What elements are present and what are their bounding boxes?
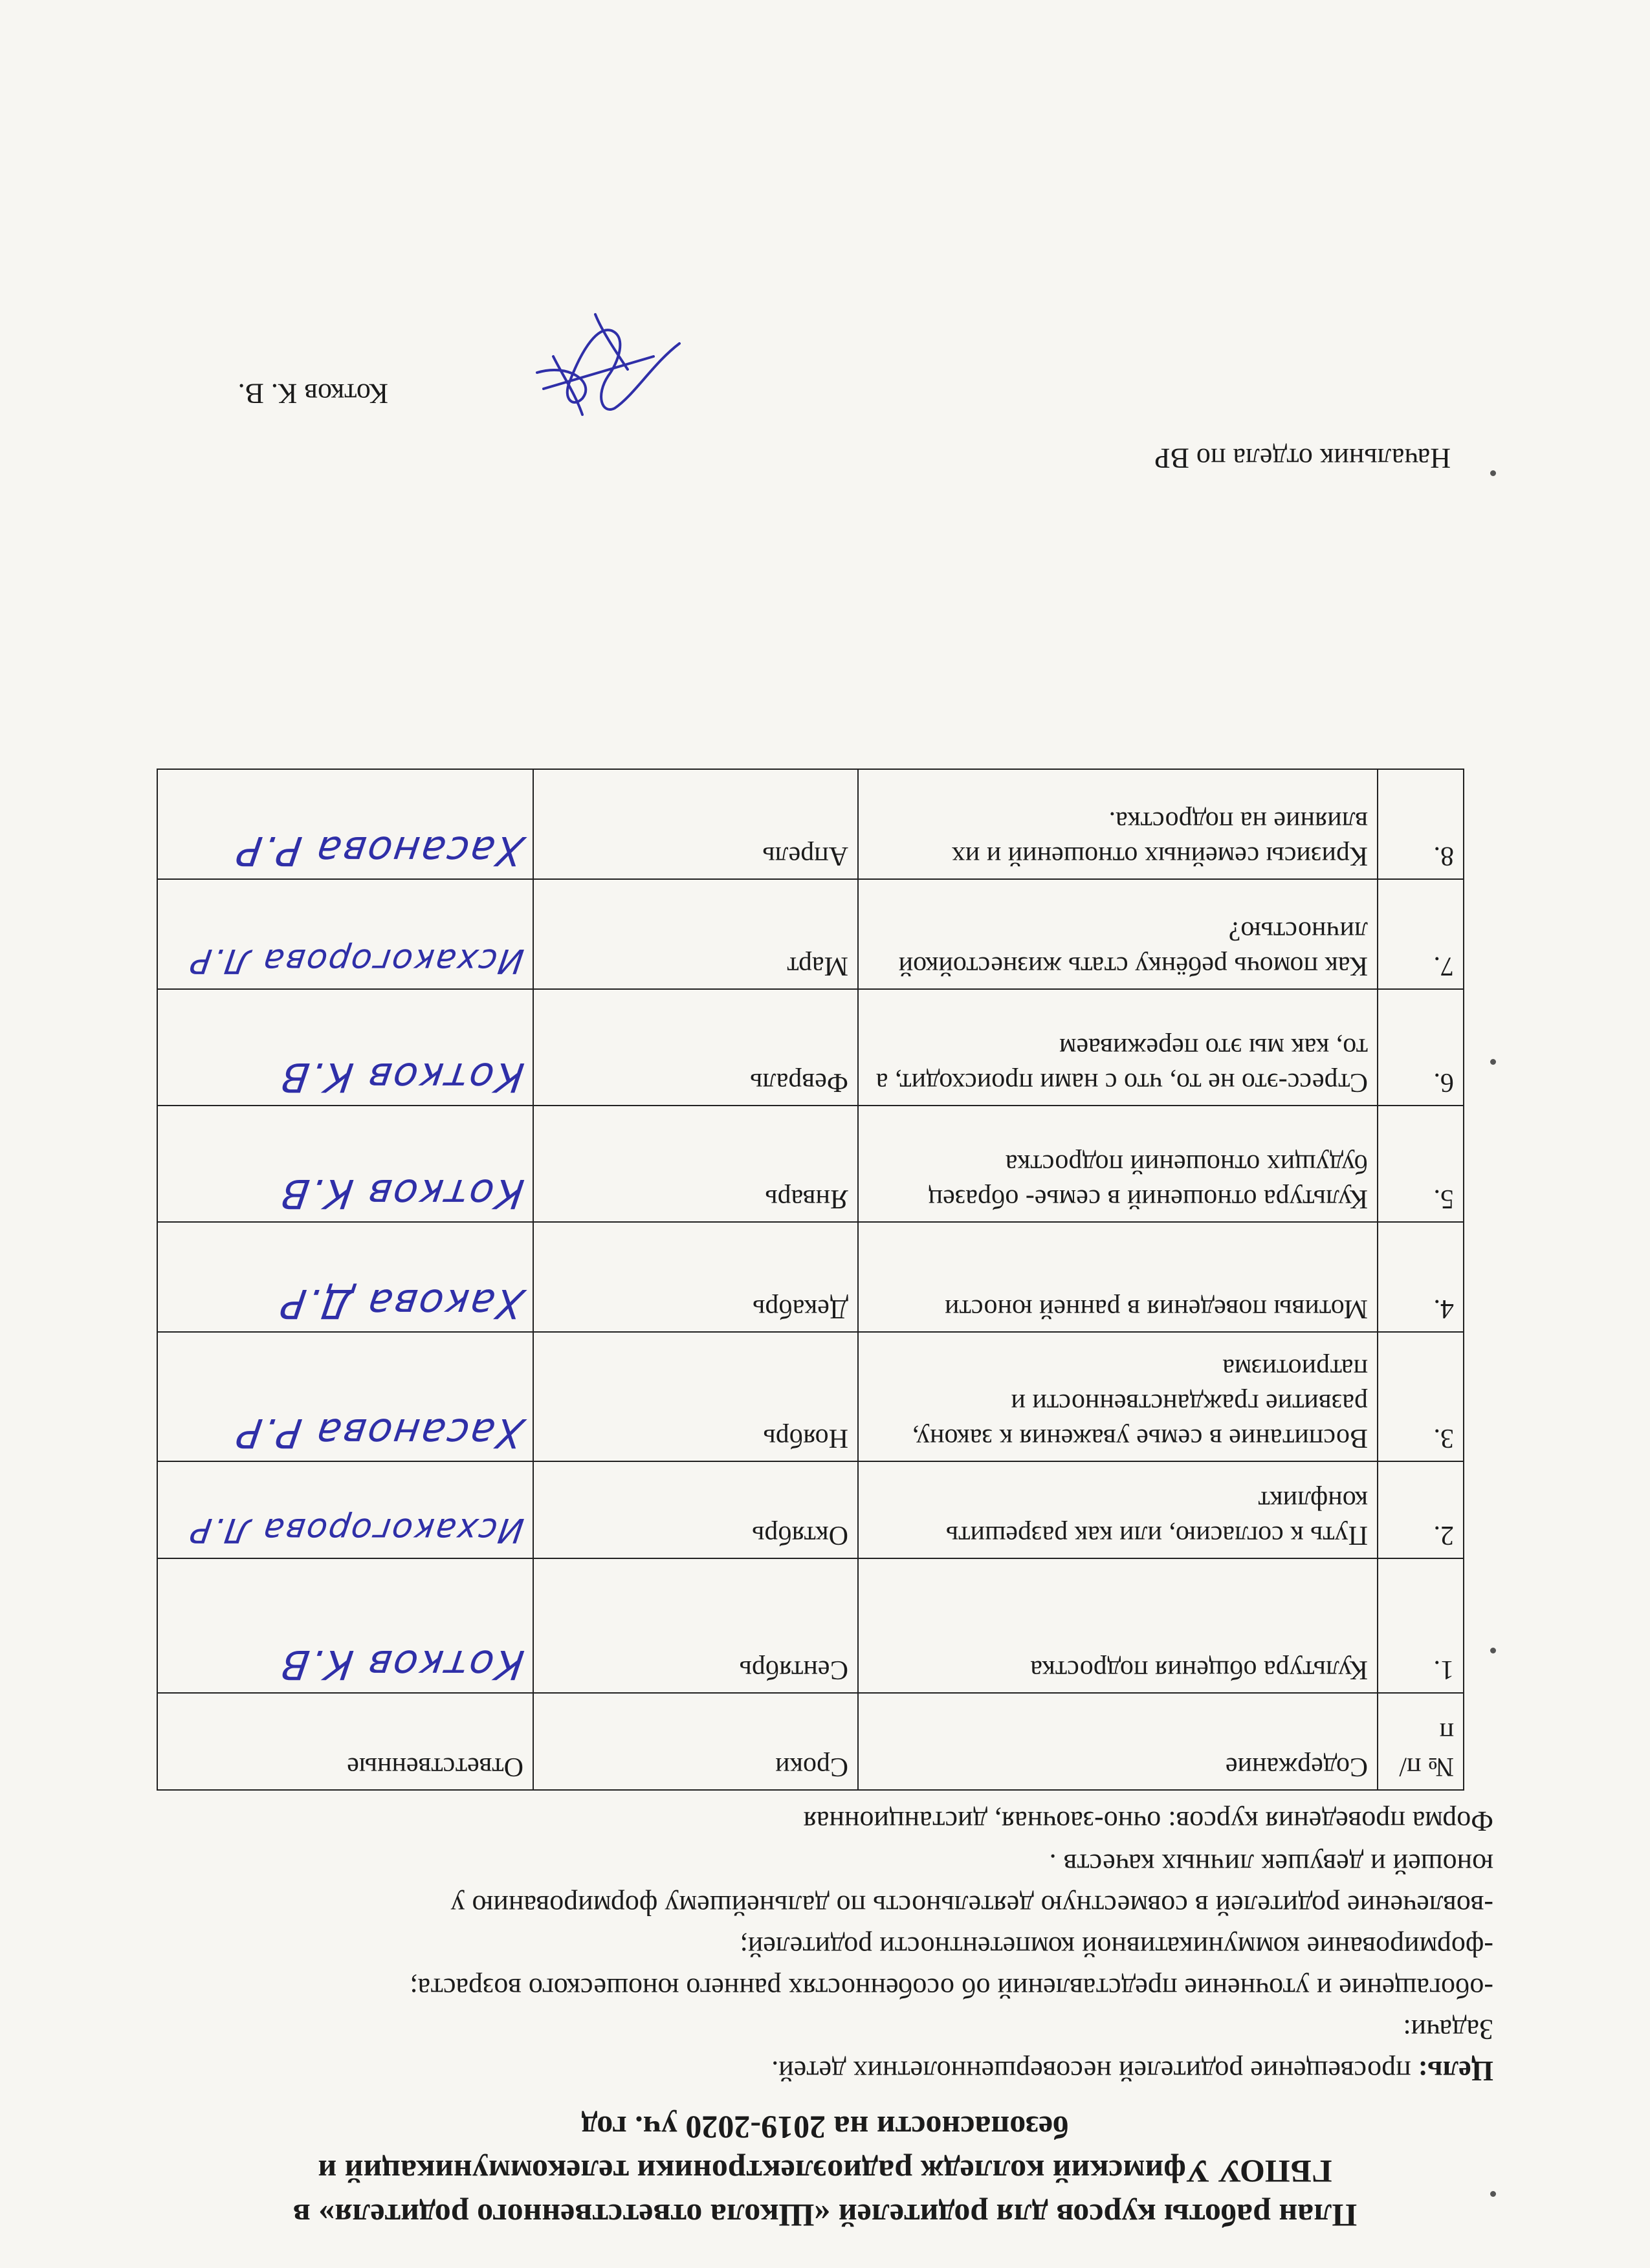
- row-responsible: [157, 879, 533, 989]
- goal-line: [771, 2052, 1493, 2089]
- row-responsible: [157, 1558, 533, 1693]
- signature-responsible: Хасанова Р.Р: [233, 827, 527, 875]
- row-responsible: [157, 769, 533, 879]
- row-content: Кризисы семейных отношений и их влияние на подростка.: [858, 769, 1378, 879]
- document-title-line-2: ГБПОУ Уфимский колледж радиоэлектроники телекоммуникаций и: [318, 2154, 1332, 2190]
- document-title-line-1: План работы курсов для родителей «Школа ответственного родителя» в: [292, 2197, 1358, 2234]
- row-term: Октябрь: [533, 1461, 858, 1558]
- course-form: Форма проведения курсов: очно-заочная, дистанционная: [803, 1805, 1493, 1837]
- scan-dot: [1490, 1059, 1496, 1065]
- row-content: Воспитание в семье уважения к закону, развитие гражданственности и патриотизма: [858, 1332, 1378, 1461]
- row-content: Мотивы поведения в ранней юности: [858, 1222, 1378, 1332]
- table-row: [157, 1332, 1464, 1461]
- goal-text: просвещение родителей несовершеннолетних детей.: [771, 2055, 1418, 2087]
- row-content: Стресс-это не то, что с нами происходит, а то, как мы это переживаем: [858, 989, 1378, 1106]
- table-header-row: [157, 1693, 1464, 1790]
- table-row: [157, 1558, 1464, 1693]
- document-title-line-3: безопасности на 2019-2020 уч. год: [581, 2110, 1069, 2146]
- signature-responsible: Котков К.В: [276, 1641, 527, 1688]
- row-term: Март: [533, 879, 858, 989]
- signature-responsible: Исхакогорова Л.Р: [187, 941, 527, 980]
- scan-dot: [1490, 470, 1496, 476]
- row-content: Культура общения подростка: [858, 1558, 1378, 1693]
- row-num: 5.: [1378, 1106, 1464, 1222]
- row-content: Как помочь ребёнку стать жизнестойкой личностью?: [858, 879, 1378, 989]
- task-line-1: -обогащение и уточнение представлений об особенностях раннего юношеского возраста;: [410, 1972, 1493, 2004]
- goal-label: Цель:: [1418, 2055, 1493, 2087]
- scan-dot: [1490, 2191, 1496, 2197]
- row-term: Сентябрь: [533, 1558, 858, 1693]
- row-responsible: [157, 1222, 533, 1332]
- row-content: Культура отношений в семье- образец будущих отношений подростка: [858, 1106, 1378, 1222]
- scan-dot: [1490, 1648, 1496, 1653]
- header-term: Сроки: [533, 1693, 858, 1790]
- row-term: Февраль: [533, 989, 858, 1106]
- row-num: 7.: [1378, 879, 1464, 989]
- table-row: [157, 1461, 1464, 1558]
- row-content: Путь к согласию, или как разрешить конфликт: [858, 1461, 1378, 1558]
- row-term: Ноябрь: [533, 1332, 858, 1461]
- table-row: [157, 989, 1464, 1106]
- row-responsible: [157, 1332, 533, 1461]
- table-row: [157, 769, 1464, 879]
- row-responsible: [157, 989, 533, 1106]
- row-responsible: [157, 1461, 533, 1558]
- footer-name: Котков К. В.: [237, 378, 388, 409]
- row-num: 8.: [1378, 769, 1464, 879]
- signature-responsible: Котков К.В: [276, 1054, 527, 1101]
- task-line-4: юношей и девушек личных качеств .: [1049, 1848, 1493, 1880]
- header-content: Содержание: [858, 1693, 1378, 1790]
- task-line-3: -вовлечение родителей в совместную деятельность по дальнейшему формированию у: [450, 1890, 1493, 1921]
- plan-table: [157, 769, 1464, 1791]
- row-num: 3.: [1378, 1332, 1464, 1461]
- table-row: [157, 1222, 1464, 1332]
- signature-responsible: Котков К.В: [276, 1170, 527, 1217]
- row-term: Апрель: [533, 769, 858, 879]
- row-term: Январь: [533, 1106, 858, 1222]
- signature-responsible: Хасанова Р.Р: [233, 1410, 527, 1457]
- table-row: [157, 879, 1464, 989]
- row-num: 2.: [1378, 1461, 1464, 1558]
- header-responsible: Ответственные: [157, 1693, 533, 1790]
- signature-responsible: Хакова Д.Р: [277, 1280, 527, 1327]
- header-num: № п/п: [1378, 1693, 1464, 1790]
- row-num: 4.: [1378, 1222, 1464, 1332]
- tasks-label: Задачи:: [1403, 2014, 1493, 2045]
- signature-responsible: Исхакогорова Л.Р: [187, 1510, 527, 1549]
- footer-position: Начальник отдела по ВР: [1154, 442, 1451, 474]
- row-responsible: [157, 1106, 533, 1222]
- row-num: 6.: [1378, 989, 1464, 1106]
- handwritten-signature: [524, 305, 692, 434]
- row-term: Декабрь: [533, 1222, 858, 1332]
- row-num: 1.: [1378, 1558, 1464, 1693]
- table-row: [157, 1106, 1464, 1222]
- task-line-2: -формирование коммуникативной компетентности родителей;: [740, 1931, 1493, 1963]
